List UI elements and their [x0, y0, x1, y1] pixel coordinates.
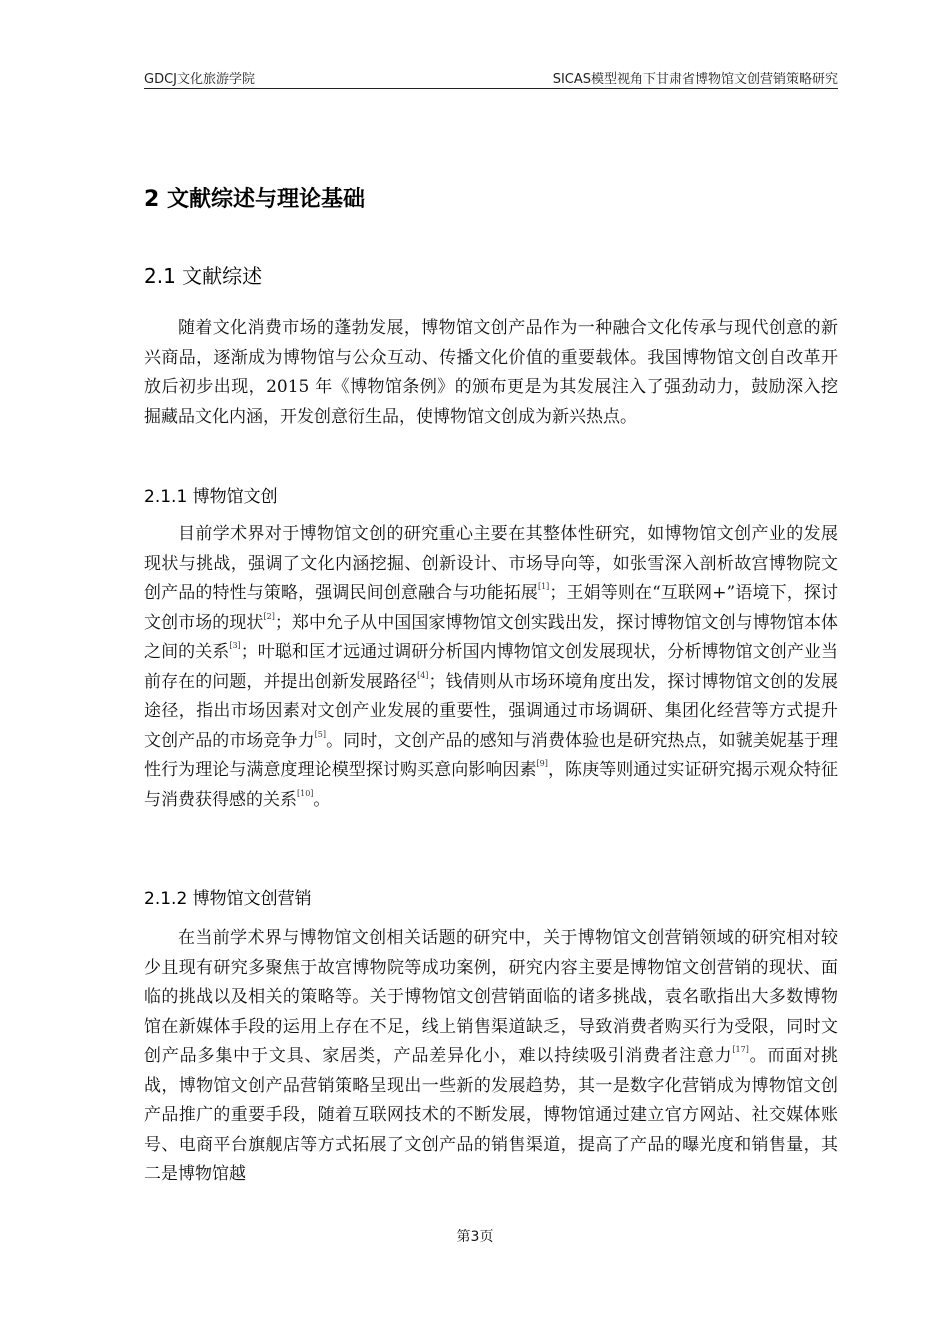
paragraph-text: 。同时，文创产品的感知与消费体验也是研究热点，如虢美妮基于理性行为理论与满意度理论模型探讨购买意向影响因素 — [144, 730, 839, 780]
paragraph-text: 。 — [313, 789, 331, 810]
subsection-title-museum-cultural-creative: 2.1.1 博物馆文创 — [144, 487, 278, 507]
page-number: 第3页 — [456, 1229, 494, 1245]
paragraph-text: 在当前学术界与博物馆文创相关话题的研究中，关于博物馆文创营销领域的研究相对较少且现有研究多聚焦于故宫博物院等成功案例，研究内容主要是博物馆文创营销的现状、面临的挑战以及相关的策略等。关于博物馆文创营销面临的诸多挑战，袁名歌指出大多数博物馆在新媒体手段的运用上存在不足，线上销售渠道缺乏，导致消费者购买行为受限，同时文创产品多集中于文具、家居类，产品差异化小，难以持续吸引消费者注意力 — [144, 928, 838, 1066]
paragraph-text: ；钱倩则从市场环境角度出发，探讨博物馆文创的发展途径，指出市场因素对文创产业发展的重要性，强调通过市场调研、集团化经营等方式提升文创产品的市场竞争力 — [144, 671, 839, 751]
citation-ref: [10] — [297, 788, 314, 798]
paragraph-text: ；郑中允子从中国国家博物馆文创实践出发，探讨博物馆文创与博物馆本体之间的关系 — [144, 612, 839, 662]
paragraph-text: 。而面对挑战，博物馆文创产品营销策略呈现出一些新的发展趋势，其一是数字化营销成为博物馆文创产品推广的重要手段，随着互联网技术的不断发展，博物馆通过建立官方网站、社交媒体账号、电商平台旗舰店等方式拓展了文创产品的销售渠道，提高了产品的曝光度和销售量，其二是博物馆越 — [144, 1046, 838, 1184]
header-paper-title: SICAS模型视角下甘肃省博物馆文创营销策略研究 — [552, 72, 838, 87]
citation-ref: [9] — [536, 759, 548, 768]
subsection-title-museum-marketing: 2.1.2 博物馆文创营销 — [144, 889, 312, 909]
museum-marketing-paragraph — [144, 924, 838, 1190]
paragraph-text: ，陈庚等则通过实证研究揭示观众特征与消费获得感的关系 — [144, 760, 839, 810]
header-institution: GDCJ文化旅游学院 — [144, 72, 255, 87]
citation-ref: [4] — [417, 670, 429, 680]
running-header — [144, 66, 838, 89]
citation-ref: [17] — [732, 1045, 749, 1054]
paragraph-text: ；王娟等则在“互联网+”语境下，探讨文创市场的现状 — [144, 583, 838, 633]
museum-cultural-creative-paragraph — [144, 520, 838, 815]
citation-ref: [3] — [229, 641, 241, 650]
paragraph-text: 目前学术界对于博物馆文创的研究重心主要在其整体性研究，如博物馆文创产业的发展现状与挑战，强调了文化内涵挖掘、创新设计、市场导向等，如张雪深入剖析故宫博物院文创产品的特性与策略，强调民间创意融合与功能拓展 — [144, 524, 838, 603]
citation-ref: [5] — [314, 729, 327, 739]
section-title: 2.1 文献综述 — [144, 264, 263, 288]
intro-paragraph: 随着文化消费市场的蓬勃发展，博物馆文创产品作为一种融合文化传承与现代创意的新兴商品，逐渐成为博物馆与公众互动、传播文化价值的重要载体。我国博物馆文创自改革开放后初步出现，2015 年《博物馆条例》的颁布更是为其发展注入了强劲动力，鼓励深入挖掘藏品文化内涵，开发创意衍生品，使博物馆文创成为新兴热点。 — [144, 318, 838, 427]
citation-ref: [2] — [263, 611, 275, 621]
citation-ref: [1] — [537, 582, 550, 591]
paragraph-text: ；叶聪和匡才远通过调研分析国内博物馆文创发展现状，分析博物馆文创产业当前存在的问题，并提出创新发展路径 — [144, 642, 839, 692]
chapter-title: 2 文献综述与理论基础 — [144, 187, 365, 212]
